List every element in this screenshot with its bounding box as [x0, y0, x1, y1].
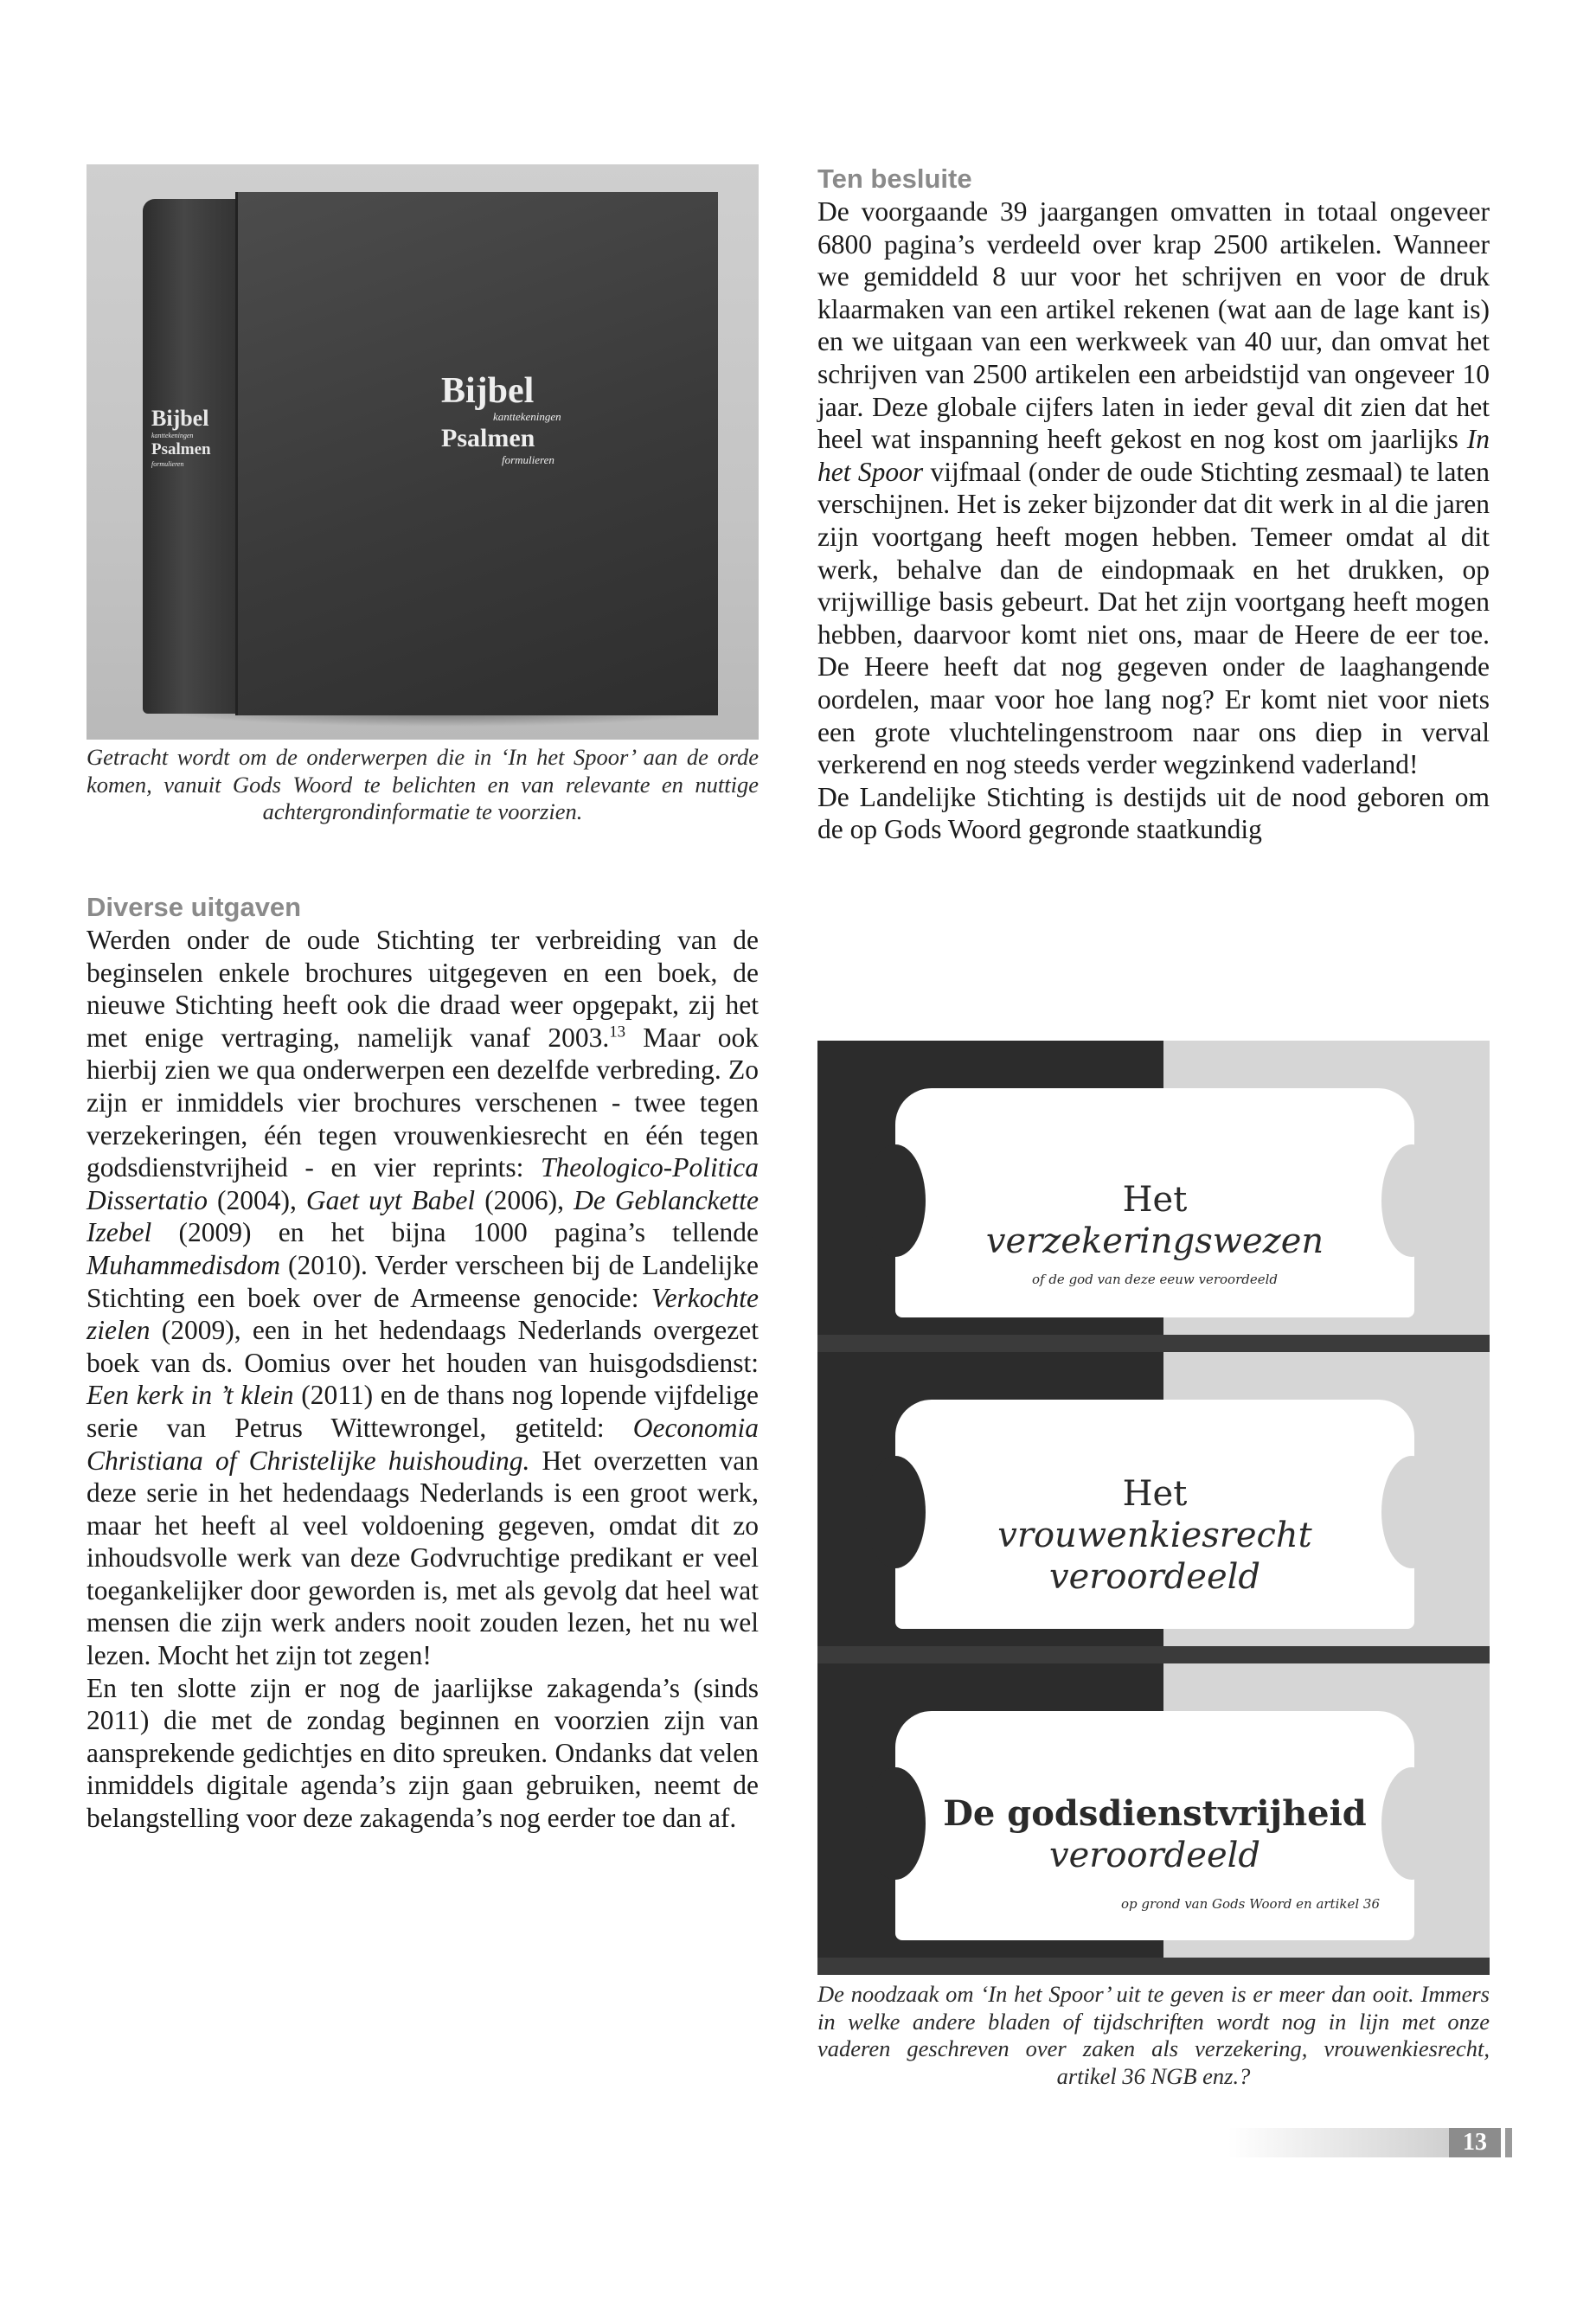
paragraph-uitgaven: Werden onder de oude Stichting ter verbreiding van de beginselen enkele brochures uitgegeven en een boek, de nieuwe Stichting heeft ook die draad weer opgepakt, zij het met enige vertraging, namelijk vanaf 2003.13 Maar ook hierbij zien we qua onderwerpen een dezelfde verbreding. Zo zijn er inmiddels vier brochures verschenen - twee tegen verzekeringen, één tegen vrouwenkiesrecht en één tegen godsdienstvrijheid - en vier reprints: Theologico-Politica Dissertatio (2004), Gaet uyt Babel (2006), De Geblanckette Izebel (2009) en het bijna 1000 pagina’s tellende Muhammedisdom (2010). Verder verscheen bij de Landelijke Stichting een boek over de Armeense genocide: Verkochte zielen (2009), een in het hedendaags Nederlands overgezet boek van ds. Oomius over het houden van huisgodsdienst: Een kerk in ’t klein (2011) en de thans nog lopende vijfdelige serie van Petrus Wittewrongel, getiteld: Oeconomia Christiana of Christelijke huishouding. Het overzetten van deze serie in het hedendaags Nederlands is een groot werk, maar het heeft al veel voldoening gegeven, omdat dit zo inhoudsvolle werk van deze Godvruchtige predikant er veel toegankelijker door geworden is, met als gevolg dat heel wat mensen die zijn werk anders nooit zouden lezen, het nu wel lezen. Mocht het zijn tot zegen! — [87, 925, 759, 1671]
right-body — [817, 195, 1490, 846]
left-body — [87, 924, 759, 1835]
page-number-bar — [1228, 2128, 1449, 2157]
brochure-godsdienstvrijheid: De godsdienstvrijheid veroordeeld op grond van Gods Woord en artikel 36 — [817, 1663, 1490, 1958]
brochure-vrouwenkiesrecht: Het vrouwenkiesrecht veroordeeld — [817, 1352, 1490, 1646]
page-number-edge — [1505, 2128, 1512, 2157]
paragraph-ten-besluite: De voorgaande 39 jaargangen omvatten in totaal ongeveer 6800 pagina’s verdeeld over krap 2500 artikelen. Wanneer we gemiddeld 8 uur voor het schrijven en voor de druk klaarmaken van een artikel rekenen (wat aan de lage kant is) en we uitgaan van een werkweek van 40 uur, dan omvat het schrijven van 2500 artikelen een arbeidstijd van ongeveer 10 jaar. Deze globale cijfers laten in ieder geval dit zien dat het heel wat inspanning heeft gekost en nog kost om jaarlijks In het Spoor vijfmaal (onder de oude Stichting zesmaal) te laten verschijnen. Het is zeker bijzonder dat dit werk in al die jaren zijn voortgang heeft mogen hebben. Temeer omdat al dit werk, behalve dan de eindopmaak en het drukken, op vrijwillige basis gebeurt. Dat het zijn voortgang heeft mogen hebben, daarvoor komt niet ons, maar de Heere de eer toe. De Heere heeft dat nog gegeven onder de laaghangende oordelen, maar voor hoe lang nog? Er komt niet voor niets een grote vluchtelingenstroom naar ons diep in verval verkerend en nog steeds verder wegzinkend vaderland! — [817, 196, 1490, 780]
brochures-photo-caption: De noodzaak om ‘In het Spoor’ uit te geven is er meer dan ooit. Immers in welke andere bladen of tijdschriften wordt nog in lijn met onze vaderen geschreven over zaken als verzekering, vrouwenkiesrecht, artikel 36 NGB enz.? — [817, 1981, 1490, 2089]
brochure-verzekeringswezen: Het verzekeringswezen of de god van deze eeuw veroordeeld — [817, 1041, 1490, 1335]
bible-photo-caption: Getracht wordt om de onderwerpen die in ‘In het Spoor’ aan de orde komen, vanuit Gods Woord te belichten en van relevante en nuttige achtergrondinformatie te voorzien. — [87, 744, 759, 824]
section-title-diverse-uitgaven: Diverse uitgaven — [87, 892, 302, 922]
paragraph-zakagendas: En ten slotte zijn er nog de jaarlijkse zakagenda’s (sinds 2011) die met de zondag beginnen en voorzien zijn van aansprekende gedichtjes en dito spreuken. Ondanks dat velen inmiddels digitale agenda’s zijn gaan gebruiken, neemt de belangstelling voor deze zakagenda’s nog eerder toe dan af. — [87, 1672, 759, 1834]
bible-photo — [87, 164, 759, 740]
page-number: 13 — [1449, 2128, 1501, 2157]
footnote-ref: 13 — [609, 1022, 626, 1042]
paragraph-landelijke-stichting: De Landelijke Stichting is destijds uit de nood geboren om de op Gods Woord gegronde staatkundig — [817, 781, 1490, 845]
brochures-photo — [817, 1041, 1490, 1975]
cover-lettering: Bijbel kanttekeningen Psalmen formulieren — [441, 371, 561, 466]
spine-lettering: Bijbel kanttekeningen Psalmen formulieren — [151, 406, 211, 468]
section-title-ten-besluite: Ten besluite — [817, 163, 972, 194]
